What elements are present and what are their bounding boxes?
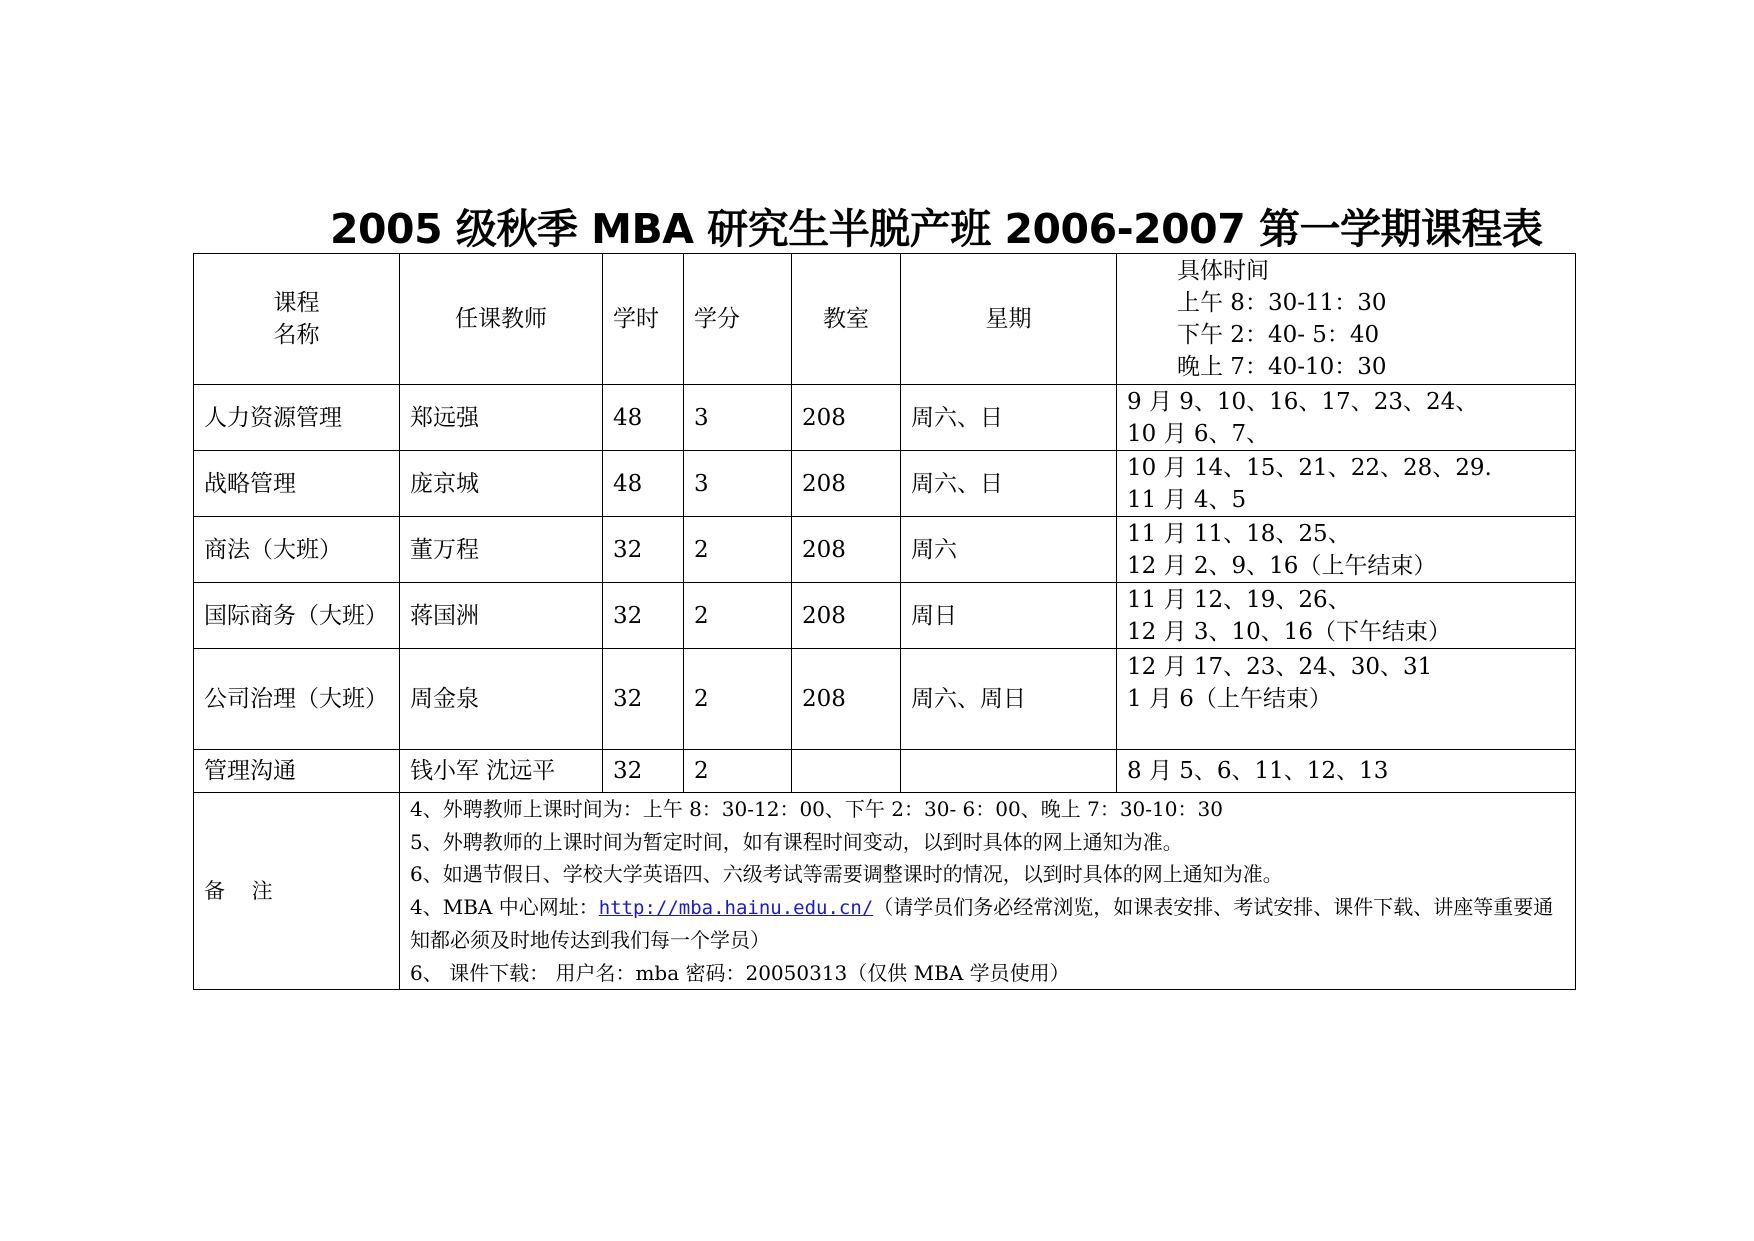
course-name: 国际商务（大班） (194, 583, 400, 649)
hours-value: 48 (603, 385, 684, 451)
hours-value: 48 (603, 451, 684, 517)
room-value: 208 (792, 649, 901, 750)
website-link[interactable]: http://mba.hainu.edu.cn/ (598, 896, 874, 919)
table-row (194, 649, 1576, 750)
hours-value: 32 (603, 649, 684, 750)
table-row (194, 583, 1576, 649)
course-name: 管理沟通 (194, 750, 400, 793)
course-name: 商法（大班） (194, 517, 400, 583)
schedule-table (193, 253, 1576, 990)
dates-line: 8 月 5、6、11、12、13 (1127, 758, 1389, 784)
header-weekday: 星期 (901, 254, 1117, 385)
header-room: 教室 (792, 254, 901, 385)
note-line: 6、 课件下载： 用户名：mba 密码：20050313（仅供 MBA 学员使用） (410, 960, 1070, 985)
credits-value: 2 (684, 649, 792, 750)
dates-line: 12 月 17、23、24、30、31 (1127, 654, 1433, 680)
table-row (194, 750, 1576, 793)
credits-value: 2 (684, 583, 792, 649)
dates-line: 11 月 11、18、25、 (1127, 520, 1351, 547)
room-value: 208 (792, 583, 901, 649)
note-line: 6、如遇节假日、学校大学英语四、六级考试等需要调整课时的情况，以到时具体的网上通知为准。 (410, 862, 1283, 886)
dates-line: 11 月 12、19、26、 (1127, 586, 1351, 613)
header-course (194, 254, 400, 385)
weekday-value (901, 750, 1117, 793)
page-title: 2005 级秋季 MBA 研究生半脱产班 2006-2007 第一学期课程表 (330, 205, 1543, 253)
header-course-line2: 名称 (273, 322, 320, 348)
note-line: 4、外聘教师上课时间为：上午 8：30-12：00、下午 2：30- 6：00、晚上 7：30-10：30 (410, 797, 1223, 821)
weekday-value: 周六 (901, 517, 1117, 583)
header-hours: 学时 (603, 254, 684, 385)
weekday-value: 周六、日 (901, 385, 1117, 451)
header-teacher: 任课教师 (400, 254, 603, 385)
weekday-value: 周日 (901, 583, 1117, 649)
table-row (194, 451, 1576, 517)
dates-line: 10 月 14、15、21、22、28、29. (1127, 454, 1492, 481)
note-website-prefix: 4、MBA 中心网址： (410, 894, 599, 919)
hours-value: 32 (603, 750, 684, 793)
dates-cell (1117, 649, 1576, 750)
notes-label: 备 注 (194, 793, 400, 990)
dates-cell (1117, 385, 1576, 451)
teacher-name: 周金泉 (400, 649, 603, 750)
dates-cell (1117, 583, 1576, 649)
teacher-name: 庞京城 (400, 451, 603, 517)
room-value: 208 (792, 517, 901, 583)
credits-value: 3 (684, 451, 792, 517)
credits-value: 3 (684, 385, 792, 451)
dates-cell (1117, 750, 1576, 793)
teacher-name: 蒋国洲 (400, 583, 603, 649)
teacher-name: 董万程 (400, 517, 603, 583)
dates-cell (1117, 451, 1576, 517)
hours-value: 32 (603, 583, 684, 649)
course-name: 战略管理 (194, 451, 400, 517)
dates-line: 11 月 4、5 (1127, 486, 1247, 513)
dates-line: 12 月 3、10、16（下午结束） (1127, 618, 1452, 645)
header-time (1117, 254, 1576, 385)
room-value: 208 (792, 385, 901, 451)
hours-value: 32 (603, 517, 684, 583)
course-name: 人力资源管理 (194, 385, 400, 451)
credits-value: 2 (684, 517, 792, 583)
notes-content (400, 793, 1576, 990)
dates-line: 10 月 6、7、 (1127, 420, 1270, 447)
teacher-name: 郑远强 (400, 385, 603, 451)
dates-line: 12 月 2、9、16（上午结束） (1127, 552, 1437, 579)
header-credits: 学分 (684, 254, 792, 385)
note-line: 5、外聘教师的上课时间为暂定时间，如有课程时间变动，以到时具体的网上通知为准。 (410, 829, 1183, 854)
note-line-website (410, 891, 1565, 957)
course-name: 公司治理（大班） (194, 649, 400, 750)
weekday-value: 周六、日 (901, 451, 1117, 517)
header-time-pm: 下午 2：40- 5：40 (1177, 322, 1380, 348)
header-time-eve: 晚上 7：40-10：30 (1177, 354, 1387, 380)
header-course-line1: 课程 (273, 290, 320, 316)
header-row (194, 254, 1576, 385)
header-time-am: 上午 8：30-11：30 (1177, 290, 1387, 316)
dates-line: 1 月 6（上午结束） (1127, 686, 1332, 712)
table-row (194, 517, 1576, 583)
room-value (792, 750, 901, 793)
room-value: 208 (792, 451, 901, 517)
weekday-value: 周六、周日 (901, 649, 1117, 750)
header-time-title: 具体时间 (1177, 258, 1269, 284)
notes-row (194, 793, 1576, 990)
table-row (194, 385, 1576, 451)
credits-value: 2 (684, 750, 792, 793)
note-website-suffix: （请学员们务必经常浏览，如课表安排、考试安排、课件下载、讲座等重要通知都必须及时地传达到我们每一个学员） (410, 894, 1554, 952)
teacher-name: 钱小军 沈远平 (400, 750, 603, 793)
dates-line: 9 月 9、10、16、17、23、24、 (1127, 388, 1479, 415)
dates-cell (1117, 517, 1576, 583)
